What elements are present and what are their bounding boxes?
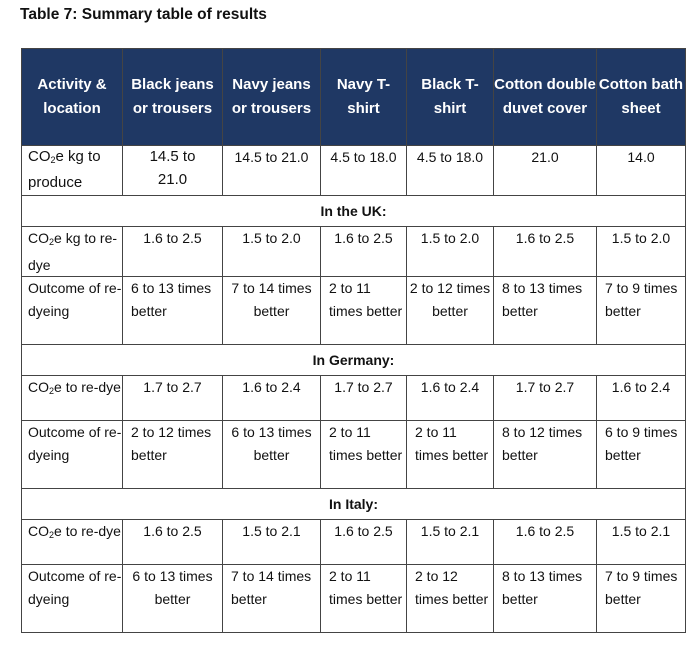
table-cell: 7 to 14 times better xyxy=(223,277,321,345)
header-duvet-cover: Cotton double duvet cover xyxy=(494,49,597,146)
table-cell: 21.0 xyxy=(494,146,597,196)
section-heading: In Italy: xyxy=(22,489,686,520)
table-cell: 1.6 to 2.5 xyxy=(321,520,407,565)
row-label: Outcome of re-dyeing xyxy=(22,565,123,633)
table-title: Table 7: Summary table of results xyxy=(20,6,267,23)
table-cell: 4.5 to 18.0 xyxy=(407,146,494,196)
table-cell: 14.0 xyxy=(597,146,686,196)
table-cell: 7 to 14 times better xyxy=(223,565,321,633)
header-activity: Activity & location xyxy=(22,49,123,146)
table-cell: 1.7 to 2.7 xyxy=(321,376,407,421)
table-cell: 1.5 to 2.1 xyxy=(597,520,686,565)
outcome-row xyxy=(22,421,686,489)
table-cell: 2 to 11 times better xyxy=(321,277,407,345)
header-black-tshirt: Black T-shirt xyxy=(407,49,494,146)
table-cell: 7 to 9 times better xyxy=(597,565,686,633)
table-cell: 1.6 to 2.4 xyxy=(407,376,494,421)
table-cell: 1.6 to 2.5 xyxy=(123,520,223,565)
header-bath-sheet: Cotton bath sheet xyxy=(597,49,686,146)
table-cell: 1.7 to 2.7 xyxy=(494,376,597,421)
table-cell: 1.5 to 2.0 xyxy=(597,227,686,277)
section-heading: In the UK: xyxy=(22,196,686,227)
table-cell: 1.6 to 2.4 xyxy=(223,376,321,421)
table-cell: 4.5 to 18.0 xyxy=(321,146,407,196)
table-cell: 1.6 to 2.5 xyxy=(123,227,223,277)
table-cell: 2 to 11 times better xyxy=(321,421,407,489)
table-cell: 6 to 13 times better xyxy=(223,421,321,489)
table-cell: 1.6 to 2.4 xyxy=(597,376,686,421)
table-cell: 2 to 11 times better xyxy=(407,421,494,489)
table-cell: 1.6 to 2.5 xyxy=(494,227,597,277)
table-cell: 1.6 to 2.5 xyxy=(321,227,407,277)
table-cell: 2 to 11 times better xyxy=(321,565,407,633)
table-cell: 1.5 to 2.1 xyxy=(223,520,321,565)
row-label: $CO_2e$ kg to produce xyxy=(22,146,123,196)
table-cell: 6 to 9 times better xyxy=(597,421,686,489)
row-label: $CO_2e$ kg to re-dye xyxy=(22,227,123,277)
header-navy-jeans: Navy jeans or trousers xyxy=(223,49,321,146)
table-cell: 8 to 13 times better xyxy=(494,565,597,633)
co2-redye-row xyxy=(22,227,686,277)
table-cell: 8 to 13 times better xyxy=(494,277,597,345)
table-cell: 14.5 to 21.0 xyxy=(123,146,223,196)
section-row xyxy=(22,345,686,376)
table-cell: 7 to 9 times better xyxy=(597,277,686,345)
row-label: $CO_2e$ to re-dye xyxy=(22,520,123,565)
section-row xyxy=(22,489,686,520)
summary-table xyxy=(21,48,686,633)
outcome-row xyxy=(22,277,686,345)
table-cell: 6 to 13 times better xyxy=(123,565,223,633)
header-navy-tshirt: Navy T-shirt xyxy=(321,49,407,146)
table-cell: 1.7 to 2.7 xyxy=(123,376,223,421)
outcome-row xyxy=(22,565,686,633)
table-cell: 2 to 12 times better xyxy=(407,277,494,345)
table-cell: 1.5 to 2.1 xyxy=(407,520,494,565)
header-black-jeans: Black jeans or trousers xyxy=(123,49,223,146)
table-cell: 6 to 13 times better xyxy=(123,277,223,345)
table-cell: 1.5 to 2.0 xyxy=(223,227,321,277)
co2-redye-row xyxy=(22,520,686,565)
produce-row xyxy=(22,146,686,196)
table-cell: 2 to 12 times better xyxy=(407,565,494,633)
row-label: Outcome of re-dyeing xyxy=(22,277,123,345)
table-cell: 2 to 12 times better xyxy=(123,421,223,489)
section-heading: In Germany: xyxy=(22,345,686,376)
header-row xyxy=(22,49,686,146)
table-cell: 8 to 12 times better xyxy=(494,421,597,489)
co2-redye-row xyxy=(22,376,686,421)
row-label: Outcome of re-dyeing xyxy=(22,421,123,489)
table-cell: 14.5 to 21.0 xyxy=(223,146,321,196)
section-row xyxy=(22,196,686,227)
table-cell: 1.6 to 2.5 xyxy=(494,520,597,565)
table-cell: 1.5 to 2.0 xyxy=(407,227,494,277)
row-label: $CO_2e$ to re-dye xyxy=(22,376,123,421)
